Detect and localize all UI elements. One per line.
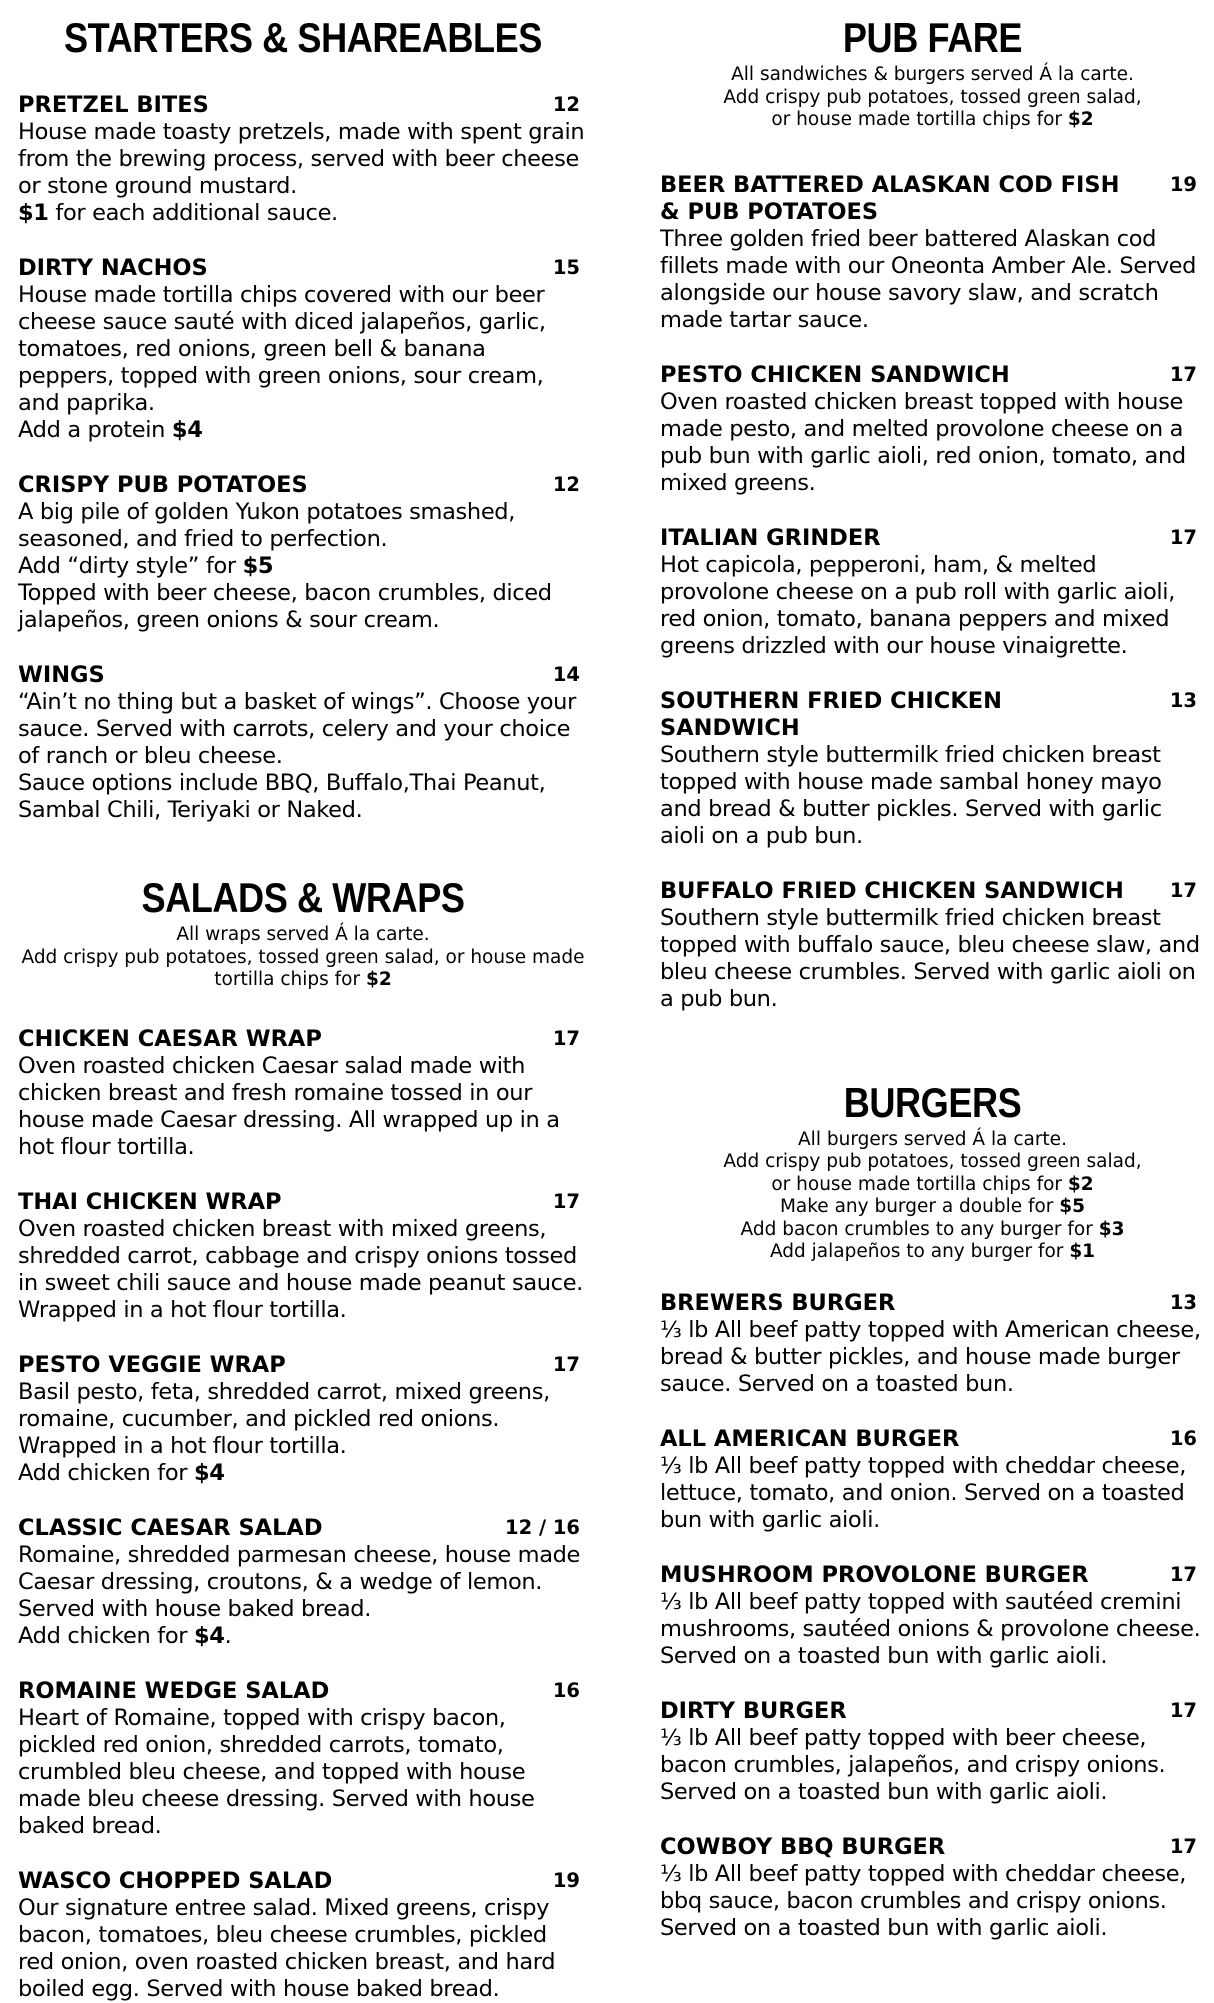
item-description [660, 1453, 1205, 1534]
item-description [18, 282, 588, 444]
description-text: A big pile of golden Yukon potatoes smashed, seasoned, and fried to perfection. [18, 499, 516, 552]
description-text: ⅓ lb All beef patty topped with cheddar cheese, bbq sauce, bacon crumbles and crispy onions. Served on a toasted bun with garlic aioli. [660, 1860, 1187, 1941]
item-name: ITALIAN GRINDER [660, 524, 881, 551]
item-description [18, 1379, 588, 1487]
section-notes [660, 1129, 1205, 1264]
description-text: ⅓ lb All beef patty topped with American cheese, bread & butter pickles, and house made burger sauce. Served on a toasted bun. [660, 1316, 1201, 1397]
note-text: All wraps served Á la carte. [176, 924, 430, 945]
item-description [660, 552, 1205, 660]
item-head [18, 1352, 588, 1379]
note-line [660, 1174, 1205, 1197]
menu-item [18, 662, 588, 824]
item-head [18, 1868, 588, 1895]
section-notes [660, 64, 1205, 132]
add-on-text: Add chicken for [18, 1459, 194, 1486]
item-price: 12 [552, 473, 580, 496]
description-text: ⅓ lb All beef patty topped with beer cheese, bacon crumbles, jalapeños, and crispy onions. Served on a toasted bun with garlic aioli. [660, 1724, 1166, 1805]
item-price: 17 [552, 1352, 580, 1376]
item-name: CRISPY PUB POTATOES [18, 472, 308, 498]
item-price: 14 [552, 663, 580, 686]
note-line [660, 109, 1205, 132]
add-on-line [18, 1623, 588, 1650]
starters-section [18, 0, 588, 824]
item-description [18, 1542, 588, 1650]
add-on-line [18, 553, 588, 580]
note-line [660, 1241, 1205, 1264]
note-line [660, 1129, 1205, 1152]
item-head [660, 362, 1205, 389]
add-on-text: for each additional sauce. [48, 200, 338, 226]
item-price: 17 [1169, 525, 1197, 549]
note-line [660, 1196, 1205, 1219]
section-title: SALADS & WRAPS [141, 874, 465, 921]
item-head [18, 662, 588, 689]
note-text: Make any burger a double for [779, 1196, 1060, 1217]
description-text: Basil pesto, feta, shredded carrot, mixed greens, romaine, cucumber, and pickled red onions. Wrapped in a hot flour tortilla. [18, 1378, 550, 1459]
item-head [660, 1426, 1205, 1453]
add-on-line [18, 200, 588, 227]
section-title: BURGERS [843, 1078, 1022, 1126]
item-name: BUFFALO FRIED CHICKEN SANDWICH [660, 877, 1124, 904]
description-text: Southern style buttermilk fried chicken breast topped with buffalo sauce, bleu cheese slaw, and bleu cheese crumbles. Served with garlic aioli on a pub bun. [660, 904, 1200, 1012]
menu-item [18, 1352, 588, 1487]
item-head [660, 1834, 1205, 1861]
note-price: $2 [1067, 109, 1094, 130]
item-list [660, 1290, 1205, 1942]
item-description [18, 689, 588, 824]
description-text: Romaine, shredded parmesan cheese, house made Caesar dressing, croutons, & a wedge of lemon. Served with house baked bread. [18, 1541, 581, 1622]
item-list [660, 172, 1205, 1013]
menu-item [18, 1189, 588, 1324]
menu-item [18, 1868, 588, 2003]
note-line [660, 87, 1205, 110]
item-description [18, 499, 588, 634]
description-text: Our signature entree salad. Mixed greens, crispy bacon, tomatoes, bleu cheese crumbles, pickled red onion, oven roasted chicken breast, and hard boiled egg. Served with house baked bread. [18, 1894, 556, 2002]
description-text: ⅓ lb All beef patty topped with cheddar cheese, lettuce, tomato, and onion. Served on a toasted bun with garlic aioli. [660, 1452, 1187, 1533]
item-name: SOUTHERN FRIED CHICKEN SANDWICH [660, 687, 1002, 741]
item-name: BREWERS BURGER [660, 1289, 896, 1316]
menu-item [660, 1426, 1205, 1534]
item-name: DIRTY NACHOS [18, 255, 208, 281]
item-head [18, 1189, 588, 1216]
menu-item [660, 362, 1205, 497]
description-text: Oven roasted chicken breast topped with house made pesto, and melted provolone cheese on a pub bun with garlic aioli, red onion, tomato, and mixed greens. [660, 388, 1186, 496]
item-description [18, 1216, 588, 1324]
description-note: Topped with beer cheese, bacon crumbles, diced jalapeños, green onions & sour cream. [18, 580, 552, 633]
add-on-text: Add “dirty style” for [18, 553, 243, 579]
add-on-price: $4 [193, 1622, 225, 1649]
item-name: PESTO VEGGIE WRAP [18, 1351, 286, 1378]
item-price: 19 [552, 1868, 580, 1892]
item-list [18, 1026, 588, 2003]
menu-item [18, 92, 588, 227]
item-description [660, 905, 1205, 1013]
description-text: House made toasty pretzels, made with spent grain from the brewing process, served with beer cheese or stone ground mustard. [18, 119, 585, 199]
item-head [18, 92, 588, 119]
item-description [660, 742, 1205, 850]
description-text: ⅓ lb All beef patty topped with sautéed cremini mushrooms, sautéed onions & provolone cheese. Served on a toasted bun with garlic aioli. [660, 1588, 1201, 1669]
item-head [660, 1562, 1205, 1589]
add-on-line [18, 417, 588, 444]
item-description [18, 1705, 588, 1840]
note-text: All sandwiches & burgers served Á la carte. [731, 64, 1134, 85]
item-price: 12 [552, 93, 580, 116]
burgers-section [660, 1079, 1205, 1942]
add-on-price: $4 [193, 1459, 225, 1486]
description-note: Sauce options include BBQ, Buffalo,Thai Peanut, Sambal Chili, Teriyaki or Naked. [18, 770, 546, 823]
note-line [660, 1151, 1205, 1174]
item-price: 16 [552, 1678, 580, 1702]
note-line [18, 947, 588, 992]
menu-item [18, 1026, 588, 1161]
note-text: or house made tortilla chips for [771, 1173, 1068, 1195]
item-name: WINGS [18, 662, 105, 688]
menu-item [18, 1678, 588, 1840]
note-text: All burgers served Á la carte. [798, 1128, 1067, 1150]
menu-item [660, 878, 1205, 1013]
add-on-price: $4 [171, 417, 203, 443]
note-text: Add bacon crumbles to any burger for [740, 1218, 1099, 1240]
note-price: $2 [365, 969, 392, 990]
item-name: COWBOY BBQ BURGER [660, 1833, 946, 1860]
section-title: PUB FARE [842, 14, 1023, 61]
menu-item [18, 1515, 588, 1650]
item-price: 12 / 16 [505, 1515, 580, 1539]
right-column [660, 0, 1205, 1942]
item-description [660, 389, 1205, 497]
description-text: Oven roasted chicken breast with mixed greens, shredded carrot, cabbage and crispy onions tossed in sweet chili sauce and house made peanut sauce. Wrapped in a hot flour tortilla. [18, 1215, 583, 1323]
item-head [660, 688, 1205, 742]
add-on-line [18, 1460, 588, 1487]
item-name: ROMAINE WEDGE SALAD [18, 1677, 330, 1704]
item-name: WASCO CHOPPED SALAD [18, 1867, 333, 1894]
add-on-price: $5 [242, 553, 274, 579]
menu-item [660, 688, 1205, 850]
salads-section [18, 874, 588, 2003]
item-price: 17 [552, 1026, 580, 1050]
item-name: CHICKEN CAESAR WRAP [18, 1025, 322, 1052]
pubfare-section [660, 0, 1205, 1013]
menu-item [660, 525, 1205, 660]
item-description [660, 1861, 1205, 1942]
item-name: MUSHROOM PROVOLONE BURGER [660, 1561, 1089, 1588]
section-notes [18, 924, 588, 992]
add-on-price: $1 [18, 200, 49, 226]
item-name: DIRTY BURGER [660, 1697, 847, 1724]
note-line [660, 64, 1205, 87]
description-text: Heart of Romaine, topped with crispy bacon, pickled red onion, shredded carrots, tomato, crumbled bleu cheese, and topped with house made bleu cheese dressing. Served with house baked bread. [18, 1704, 535, 1839]
item-head [660, 1698, 1205, 1725]
item-price: 17 [1169, 1834, 1197, 1858]
item-name: ALL AMERICAN BURGER [660, 1425, 960, 1452]
item-head [18, 1678, 588, 1705]
item-price: 19 [1169, 172, 1197, 196]
item-description [18, 1895, 588, 2003]
menu-item [18, 255, 588, 444]
note-price: $3 [1098, 1218, 1125, 1240]
item-price: 13 [1169, 1290, 1197, 1314]
item-description [18, 1053, 588, 1161]
menu-item [18, 472, 588, 634]
item-price: 17 [1169, 1698, 1197, 1722]
item-price: 16 [1169, 1426, 1197, 1450]
description-text: Southern style buttermilk fried chicken breast topped with house made sambal honey mayo and bread & butter pickles. Served with garlic aioli on a pub bun. [660, 741, 1162, 849]
note-price: $2 [1067, 1173, 1094, 1195]
item-head [18, 1026, 588, 1053]
item-name: PESTO CHICKEN SANDWICH [660, 361, 1010, 388]
description-text: Hot capicola, pepperoni, ham, & melted provolone cheese on a pub roll with garlic aioli, red onion, tomato, banana peppers and mixed greens drizzled with our house vinaigrette. [660, 551, 1176, 659]
item-head [18, 472, 588, 499]
note-price: $1 [1069, 1241, 1096, 1262]
note-line [660, 1219, 1205, 1242]
left-column [18, 0, 588, 2003]
item-list [18, 92, 588, 824]
note-text: Add jalapeños to any burger for [769, 1241, 1070, 1262]
menu-item [660, 1290, 1205, 1398]
item-price: 17 [1169, 1562, 1197, 1586]
item-name: THAI CHICKEN WRAP [18, 1188, 282, 1215]
item-head [18, 255, 588, 282]
item-head [660, 172, 1205, 226]
description-text: “Ain’t no thing but a basket of wings”. Choose your sauce. Served with carrots, celery and your choice of ranch or bleu cheese. [18, 689, 576, 769]
item-price: 13 [1169, 688, 1197, 712]
item-price: 17 [1169, 362, 1197, 386]
item-name: CLASSIC CAESAR SALAD [18, 1514, 323, 1541]
menu-item [660, 1698, 1205, 1806]
item-head [660, 878, 1205, 905]
menu-item [660, 172, 1205, 334]
note-text: or house made tortilla chips for [771, 109, 1068, 130]
item-head [660, 1290, 1205, 1317]
note-text: Add crispy pub potatoes, tossed green salad, [723, 86, 1142, 108]
note-text: Add crispy pub potatoes, tossed green salad, or house made tortilla chips for [21, 946, 585, 990]
menu-item [660, 1834, 1205, 1942]
description-text: Oven roasted chicken Caesar salad made with chicken breast and fresh romaine tossed in our house made Caesar dressing. All wrapped up in a hot flour tortilla. [18, 1052, 560, 1160]
item-name: PRETZEL BITES [18, 92, 209, 118]
add-on-text: Add a protein [18, 417, 172, 443]
item-name: BEER BATTERED ALASKAN COD FISH & PUB POTATOES [660, 171, 1120, 225]
item-description [660, 1317, 1205, 1398]
note-price: $5 [1059, 1196, 1086, 1217]
item-description [660, 226, 1205, 334]
item-price: 15 [552, 256, 580, 279]
add-on-suffix: . [224, 1622, 232, 1649]
item-description [18, 119, 588, 227]
item-price: 17 [552, 1189, 580, 1213]
item-description [660, 1725, 1205, 1806]
item-head [660, 525, 1205, 552]
note-line [18, 924, 588, 947]
item-price: 17 [1169, 878, 1197, 902]
menu-item [660, 1562, 1205, 1670]
item-description [660, 1589, 1205, 1670]
section-title: STARTERS & SHAREABLES [64, 14, 542, 61]
note-text: Add crispy pub potatoes, tossed green salad, [723, 1151, 1142, 1172]
item-head [18, 1515, 588, 1542]
description-text: Three golden fried beer battered Alaskan cod fillets made with our Oneonta Amber Ale. Served alongside our house savory slaw, and scratch made tartar sauce. [660, 225, 1197, 333]
add-on-text: Add chicken for [18, 1622, 194, 1649]
description-text: House made tortilla chips covered with our beer cheese sauce sauté with diced jalapeños, garlic, tomatoes, red onions, green bell & banana peppers, topped with green onions, sour cream, and paprika. [18, 282, 546, 416]
